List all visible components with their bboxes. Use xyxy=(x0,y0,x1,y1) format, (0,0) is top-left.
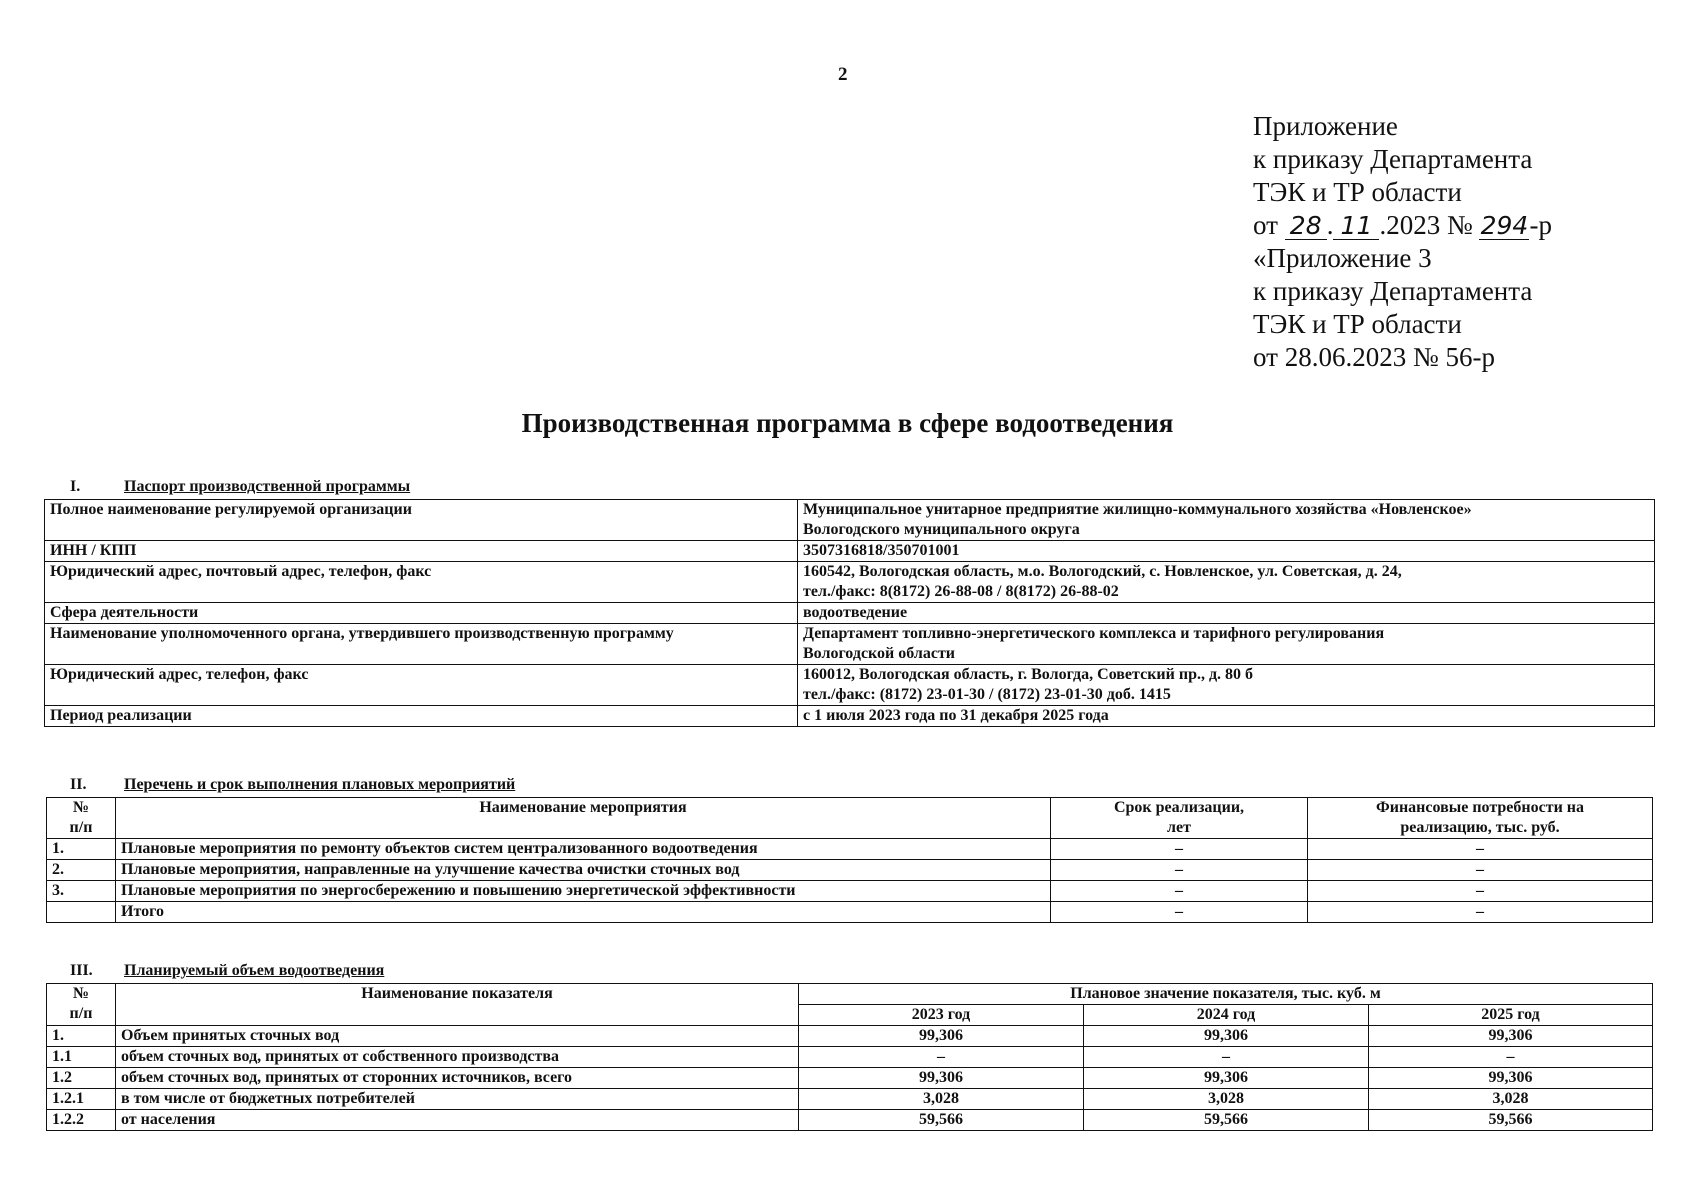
date-year: .2023 № xyxy=(1379,210,1473,240)
table-cell: 1.2.1 xyxy=(47,1089,116,1110)
section-3-heading xyxy=(70,962,384,980)
appendix-line: от 28.06.2023 № 56-р xyxy=(1253,342,1495,372)
table-cell: 59,566 xyxy=(1369,1110,1653,1131)
column-header-year: 2024 год xyxy=(1084,1005,1369,1026)
cell-line: 160012, Вологодская область, г. Вологда, Советский пр., д. 80 б xyxy=(803,666,1254,683)
table-row xyxy=(47,1068,1653,1089)
table-cell: Сфера деятельности xyxy=(45,603,798,624)
table-cell: 99,306 xyxy=(799,1026,1084,1047)
table-cell: 99,306 xyxy=(1084,1068,1369,1089)
table-cell: – xyxy=(1308,902,1653,923)
table-cell: Полное наименование регулируемой организации xyxy=(45,500,798,541)
table-cell: ИНН / КПП xyxy=(45,541,798,562)
table-cell: 2. xyxy=(47,860,116,881)
appendix-line: Приложение xyxy=(1253,111,1398,141)
table-cell: 1. xyxy=(47,1026,116,1047)
table-row xyxy=(45,562,1655,603)
passport-table xyxy=(44,499,1655,727)
table-cell: 3. xyxy=(47,881,116,902)
table-cell: с 1 июля 2023 года по 31 декабря 2025 года xyxy=(798,706,1655,727)
table-header-row xyxy=(47,984,1653,1005)
column-header: Плановое значение показателя, тыс. куб. м xyxy=(799,984,1653,1005)
header-line: № xyxy=(72,985,90,1002)
volume-table xyxy=(46,983,1653,1131)
table-cell xyxy=(798,665,1655,706)
table-cell: 1.2 xyxy=(47,1068,116,1089)
table-cell: – xyxy=(1308,881,1653,902)
table-cell: Объем принятых сточных вод xyxy=(116,1026,799,1047)
column-header: Наименование мероприятия xyxy=(116,798,1051,839)
cell-line: Департамент топливно-энергетического комплекса и тарифного регулирования xyxy=(803,625,1385,642)
table-row xyxy=(47,1047,1653,1068)
table-cell: – xyxy=(799,1047,1084,1068)
table-cell: – xyxy=(1369,1047,1653,1068)
table-header-row xyxy=(47,798,1653,839)
cell-line: Муниципальное унитарное предприятие жилищно-коммунального хозяйства «Новленское» xyxy=(803,501,1472,518)
table-row xyxy=(45,665,1655,706)
table-cell: 99,306 xyxy=(1084,1026,1369,1047)
appendix-line: к приказу Департамента xyxy=(1253,276,1533,306)
table-cell: – xyxy=(1308,839,1653,860)
table-row xyxy=(45,541,1655,562)
table-cell: – xyxy=(1051,860,1308,881)
table-cell: – xyxy=(1051,881,1308,902)
table-cell: Юридический адрес, телефон, факс xyxy=(45,665,798,706)
section-number: III. xyxy=(70,962,93,979)
cell-line: тел./факс: 8(8172) 26-88-08 / 8(8172) 26-88-02 xyxy=(803,583,1119,600)
header-line: № xyxy=(72,799,90,816)
table-cell: Плановые мероприятия по ремонту объектов систем централизованного водоотведения xyxy=(116,839,1051,860)
section-1-heading xyxy=(70,478,410,496)
table-row xyxy=(45,500,1655,541)
page-number: 2 xyxy=(838,64,848,85)
cell-line: Вологодского муниципального округа xyxy=(803,521,1080,538)
appendix-date-line xyxy=(1253,209,1552,242)
column-header: Наименование показателя xyxy=(116,984,799,1026)
table-cell: объем сточных вод, принятых от сторонних источников, всего xyxy=(116,1068,799,1089)
table-cell: Плановые мероприятия, направленные на улучшение качества очистки сточных вод xyxy=(116,860,1051,881)
table-cell: 99,306 xyxy=(1369,1026,1653,1047)
header-line: Финансовые потребности на xyxy=(1375,799,1584,816)
section-number: II. xyxy=(70,776,87,793)
table-cell: 59,566 xyxy=(799,1110,1084,1131)
table-cell: 59,566 xyxy=(1084,1110,1369,1131)
table-row xyxy=(47,881,1653,902)
table-row xyxy=(47,839,1653,860)
appendix-line: ТЭК и ТР области xyxy=(1253,177,1462,207)
header-line: лет xyxy=(1167,819,1191,836)
table-cell xyxy=(798,562,1655,603)
handwritten-day: 28 xyxy=(1285,213,1327,240)
table-cell: 99,306 xyxy=(799,1068,1084,1089)
appendix-line: к приказу Департамента xyxy=(1253,144,1533,174)
table-cell: от населения xyxy=(116,1110,799,1131)
table-row xyxy=(45,603,1655,624)
header-line: реализацию, тыс. руб. xyxy=(1400,819,1560,836)
table-cell: 3507316818/350701001 xyxy=(798,541,1655,562)
column-header xyxy=(47,798,116,839)
column-header-year: 2023 год xyxy=(799,1005,1084,1026)
table-row xyxy=(47,1026,1653,1047)
table-cell: в том числе от бюджетных потребителей xyxy=(116,1089,799,1110)
section-title: Паспорт производственной программы xyxy=(124,478,411,495)
table-cell: водоотведение xyxy=(798,603,1655,624)
handwritten-order-number: 294 xyxy=(1480,211,1529,240)
header-line: п/п xyxy=(69,1005,93,1022)
table-cell: 1. xyxy=(47,839,116,860)
table-cell: 1.1 xyxy=(47,1047,116,1068)
table-row xyxy=(47,902,1653,923)
table-cell: 3,028 xyxy=(1369,1089,1653,1110)
table-cell xyxy=(798,500,1655,541)
measures-table xyxy=(46,797,1653,923)
table-row xyxy=(47,1110,1653,1131)
date-dot: . xyxy=(1326,210,1334,240)
document-title: Производственная программа в сфере водоотведения xyxy=(521,408,1174,438)
date-prefix: от xyxy=(1253,210,1278,240)
column-header-year: 2025 год xyxy=(1369,1005,1653,1026)
table-row xyxy=(47,860,1653,881)
table-cell: 3,028 xyxy=(1084,1089,1369,1110)
table-cell: Итого xyxy=(116,902,1051,923)
table-cell: Наименование уполномоченного органа, утвердившего производственную программу xyxy=(45,624,798,665)
cell-line: 160542, Вологодская область, м.о. Вологодский, с. Новленское, ул. Советская, д. 24, xyxy=(803,563,1402,580)
section-title: Планируемый объем водоотведения xyxy=(124,962,385,979)
section-2-heading xyxy=(70,776,515,794)
table-cell: 99,306 xyxy=(1369,1068,1653,1089)
table-row xyxy=(45,624,1655,665)
table-cell: Период реализации xyxy=(45,706,798,727)
table-cell xyxy=(798,624,1655,665)
section-number: I. xyxy=(70,478,81,495)
table-cell: объем сточных вод, принятых от собственного производства xyxy=(116,1047,799,1068)
cell-line: тел./факс: (8172) 23-01-30 / (8172) 23-01-30 доб. 1415 xyxy=(803,686,1171,703)
column-header xyxy=(47,984,116,1026)
handwritten-month: 11 xyxy=(1333,213,1379,240)
appendix-line: ТЭК и ТР области xyxy=(1253,309,1462,339)
table-cell: – xyxy=(1051,902,1308,923)
table-cell: 3,028 xyxy=(799,1089,1084,1110)
cell-line: Вологодской области xyxy=(803,645,956,662)
appendix-line: «Приложение 3 xyxy=(1253,243,1432,273)
table-cell: 1.2.2 xyxy=(47,1110,116,1131)
table-row xyxy=(45,706,1655,727)
table-cell: Юридический адрес, почтовый адрес, телефон, факс xyxy=(45,562,798,603)
table-cell: – xyxy=(1084,1047,1369,1068)
table-cell xyxy=(47,902,116,923)
table-cell: Плановые мероприятия по энергосбережению и повышению энергетической эффективности xyxy=(116,881,1051,902)
column-header xyxy=(1051,798,1308,839)
section-title: Перечень и срок выполнения плановых мероприятий xyxy=(124,776,516,793)
order-suffix: -р xyxy=(1529,210,1552,240)
column-header xyxy=(1308,798,1653,839)
table-cell: – xyxy=(1308,860,1653,881)
table-cell: – xyxy=(1051,839,1308,860)
appendix-block xyxy=(1253,110,1552,374)
table-row xyxy=(47,1089,1653,1110)
header-line: Срок реализации, xyxy=(1113,799,1245,816)
header-line: п/п xyxy=(69,819,93,836)
